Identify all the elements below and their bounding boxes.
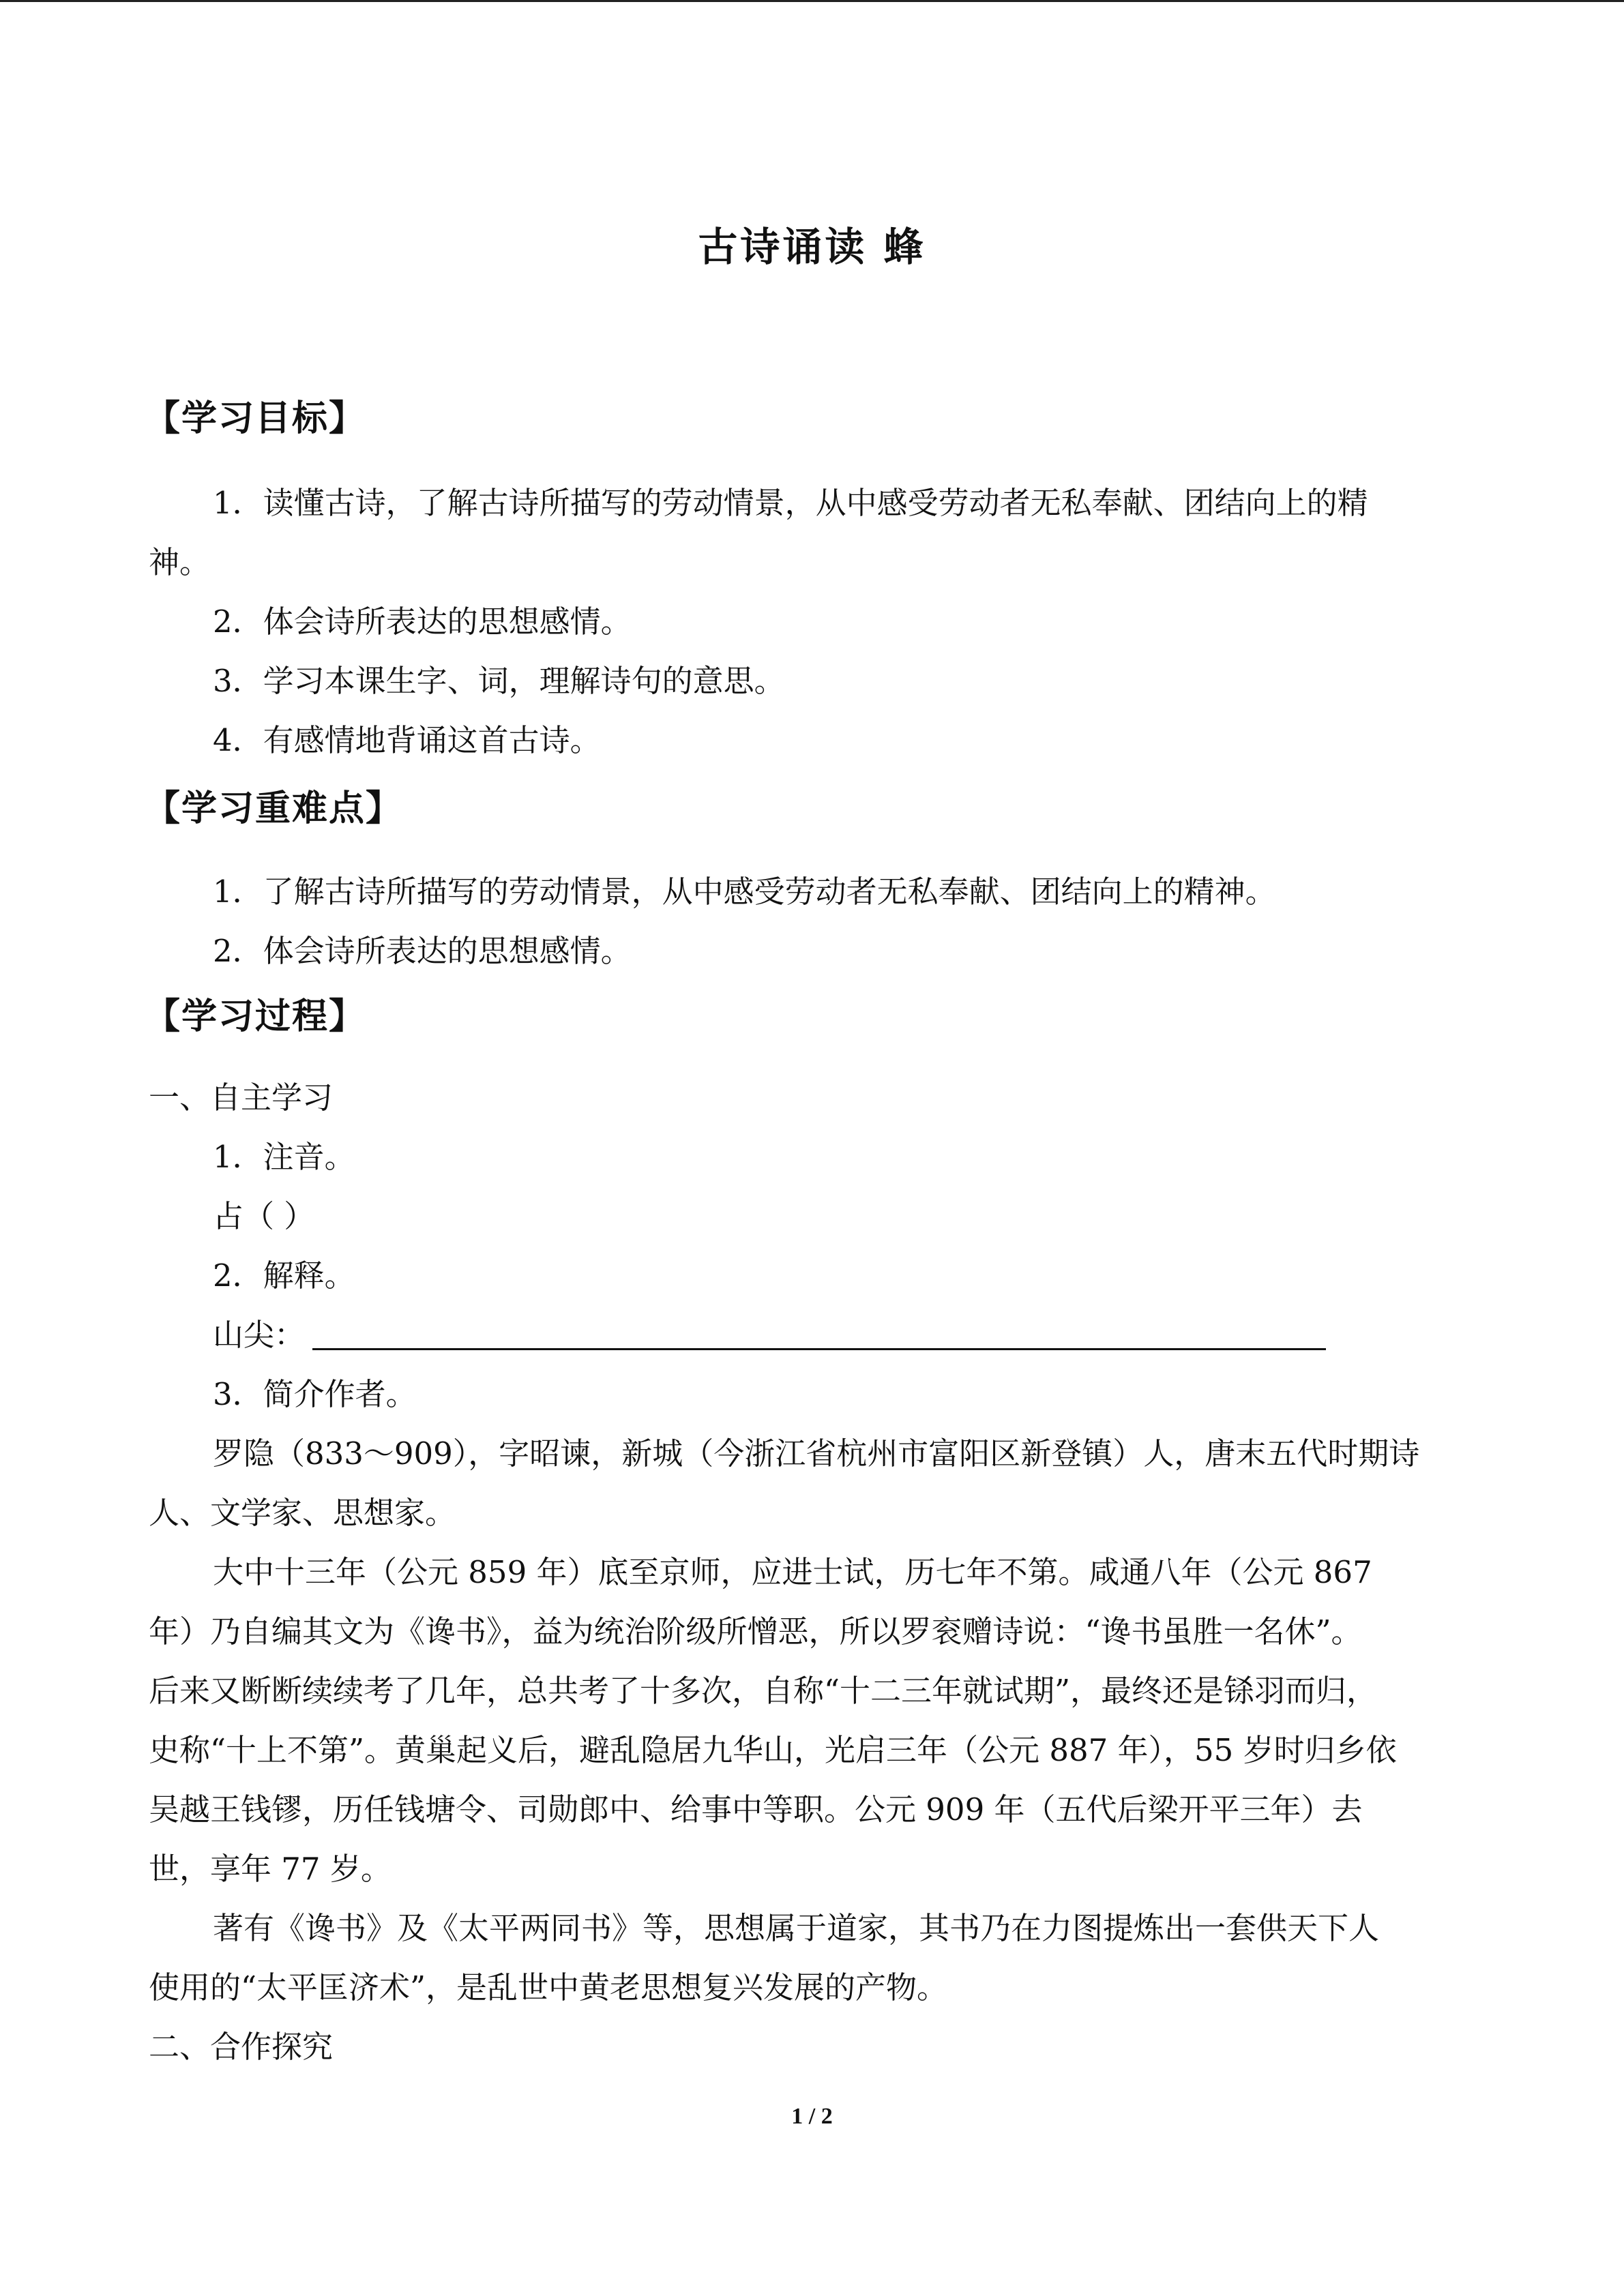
bio-paragraph-3-b: 使用的“太平匡济术”，是乱世中黄老思想复兴发展的产物。	[149, 1969, 948, 2006]
page-number: 1 / 2	[791, 2104, 833, 2129]
bio-paragraph-2-a: 大中十三年（公元 859 年）底至京师，应进士试，历七年不第。咸通八年（公元 867	[213, 1554, 1372, 1590]
question-3: 3．简介作者。	[213, 1376, 417, 1412]
bio-paragraph-3-a: 著有《谗书》及《太平两同书》等，思想属于道家，其书乃在力图提炼出一套供天下人	[213, 1910, 1380, 1946]
bio-paragraph-2-b: 年）乃自编其文为《谗书》，益为统治阶级所憎恶，所以罗衮赠诗说：“谗书虽胜一名休”。	[149, 1613, 1362, 1650]
part-2-title: 二、合作探究	[149, 2029, 334, 2065]
question-2: 2．解释。	[213, 1257, 355, 1294]
page-title: 古诗诵读 蜂	[698, 224, 926, 270]
bio-paragraph-1-b: 人、文学家、思想家。	[149, 1495, 456, 1531]
question-1: 1．注音。	[213, 1139, 355, 1175]
bio-paragraph-2-e: 吴越王钱镠，历任钱塘令、司勋郎中、给事中等职。公元 909 年（五代后梁开平三年）去	[149, 1791, 1363, 1828]
part-1-title: 一、自主学习	[149, 1079, 334, 1116]
bio-paragraph-2-c: 后来又断断续续考了几年，总共考了十多次，自称“十二三年就试期”，最终还是铩羽而归，	[149, 1673, 1378, 1709]
answer-underline	[312, 1348, 1326, 1350]
goal-2: 2．体会诗所表达的思想感情。	[213, 603, 632, 640]
bio-paragraph-2-d: 史称“十上不第”。黄巢起义后，避乱隐居九华山，光启三年（公元 887 年），55 岁时归乡依	[149, 1732, 1397, 1768]
pinyin-blank: 占（ ）	[213, 1198, 315, 1234]
goals-heading: 【学习目标】	[145, 398, 366, 439]
key-point-2: 2．体会诗所表达的思想感情。	[213, 933, 632, 969]
process-heading: 【学习过程】	[145, 996, 366, 1037]
explain-label: 山尖：	[213, 1317, 306, 1353]
key-points-heading: 【学习重难点】	[145, 788, 403, 829]
goal-4: 4．有感情地背诵这首古诗。	[213, 722, 601, 758]
bio-paragraph-2-f: 世，享年 77 岁。	[149, 1851, 392, 1887]
goal-1-line-b: 神。	[149, 544, 211, 580]
goal-1-line-a: 1．读懂古诗，了解古诗所描写的劳动情景，从中感受劳动者无私奉献、团结向上的精	[213, 485, 1368, 521]
goal-3: 3．学习本课生字、词，理解诗句的意思。	[213, 663, 785, 699]
bio-paragraph-1-a: 罗隐（833～909），字昭谏，新城（今浙江省杭州市富阳区新登镇）人，唐末五代时期诗	[213, 1435, 1420, 1472]
key-point-1: 1．了解古诗所描写的劳动情景，从中感受劳动者无私奉献、团结向上的精神。	[213, 874, 1276, 910]
